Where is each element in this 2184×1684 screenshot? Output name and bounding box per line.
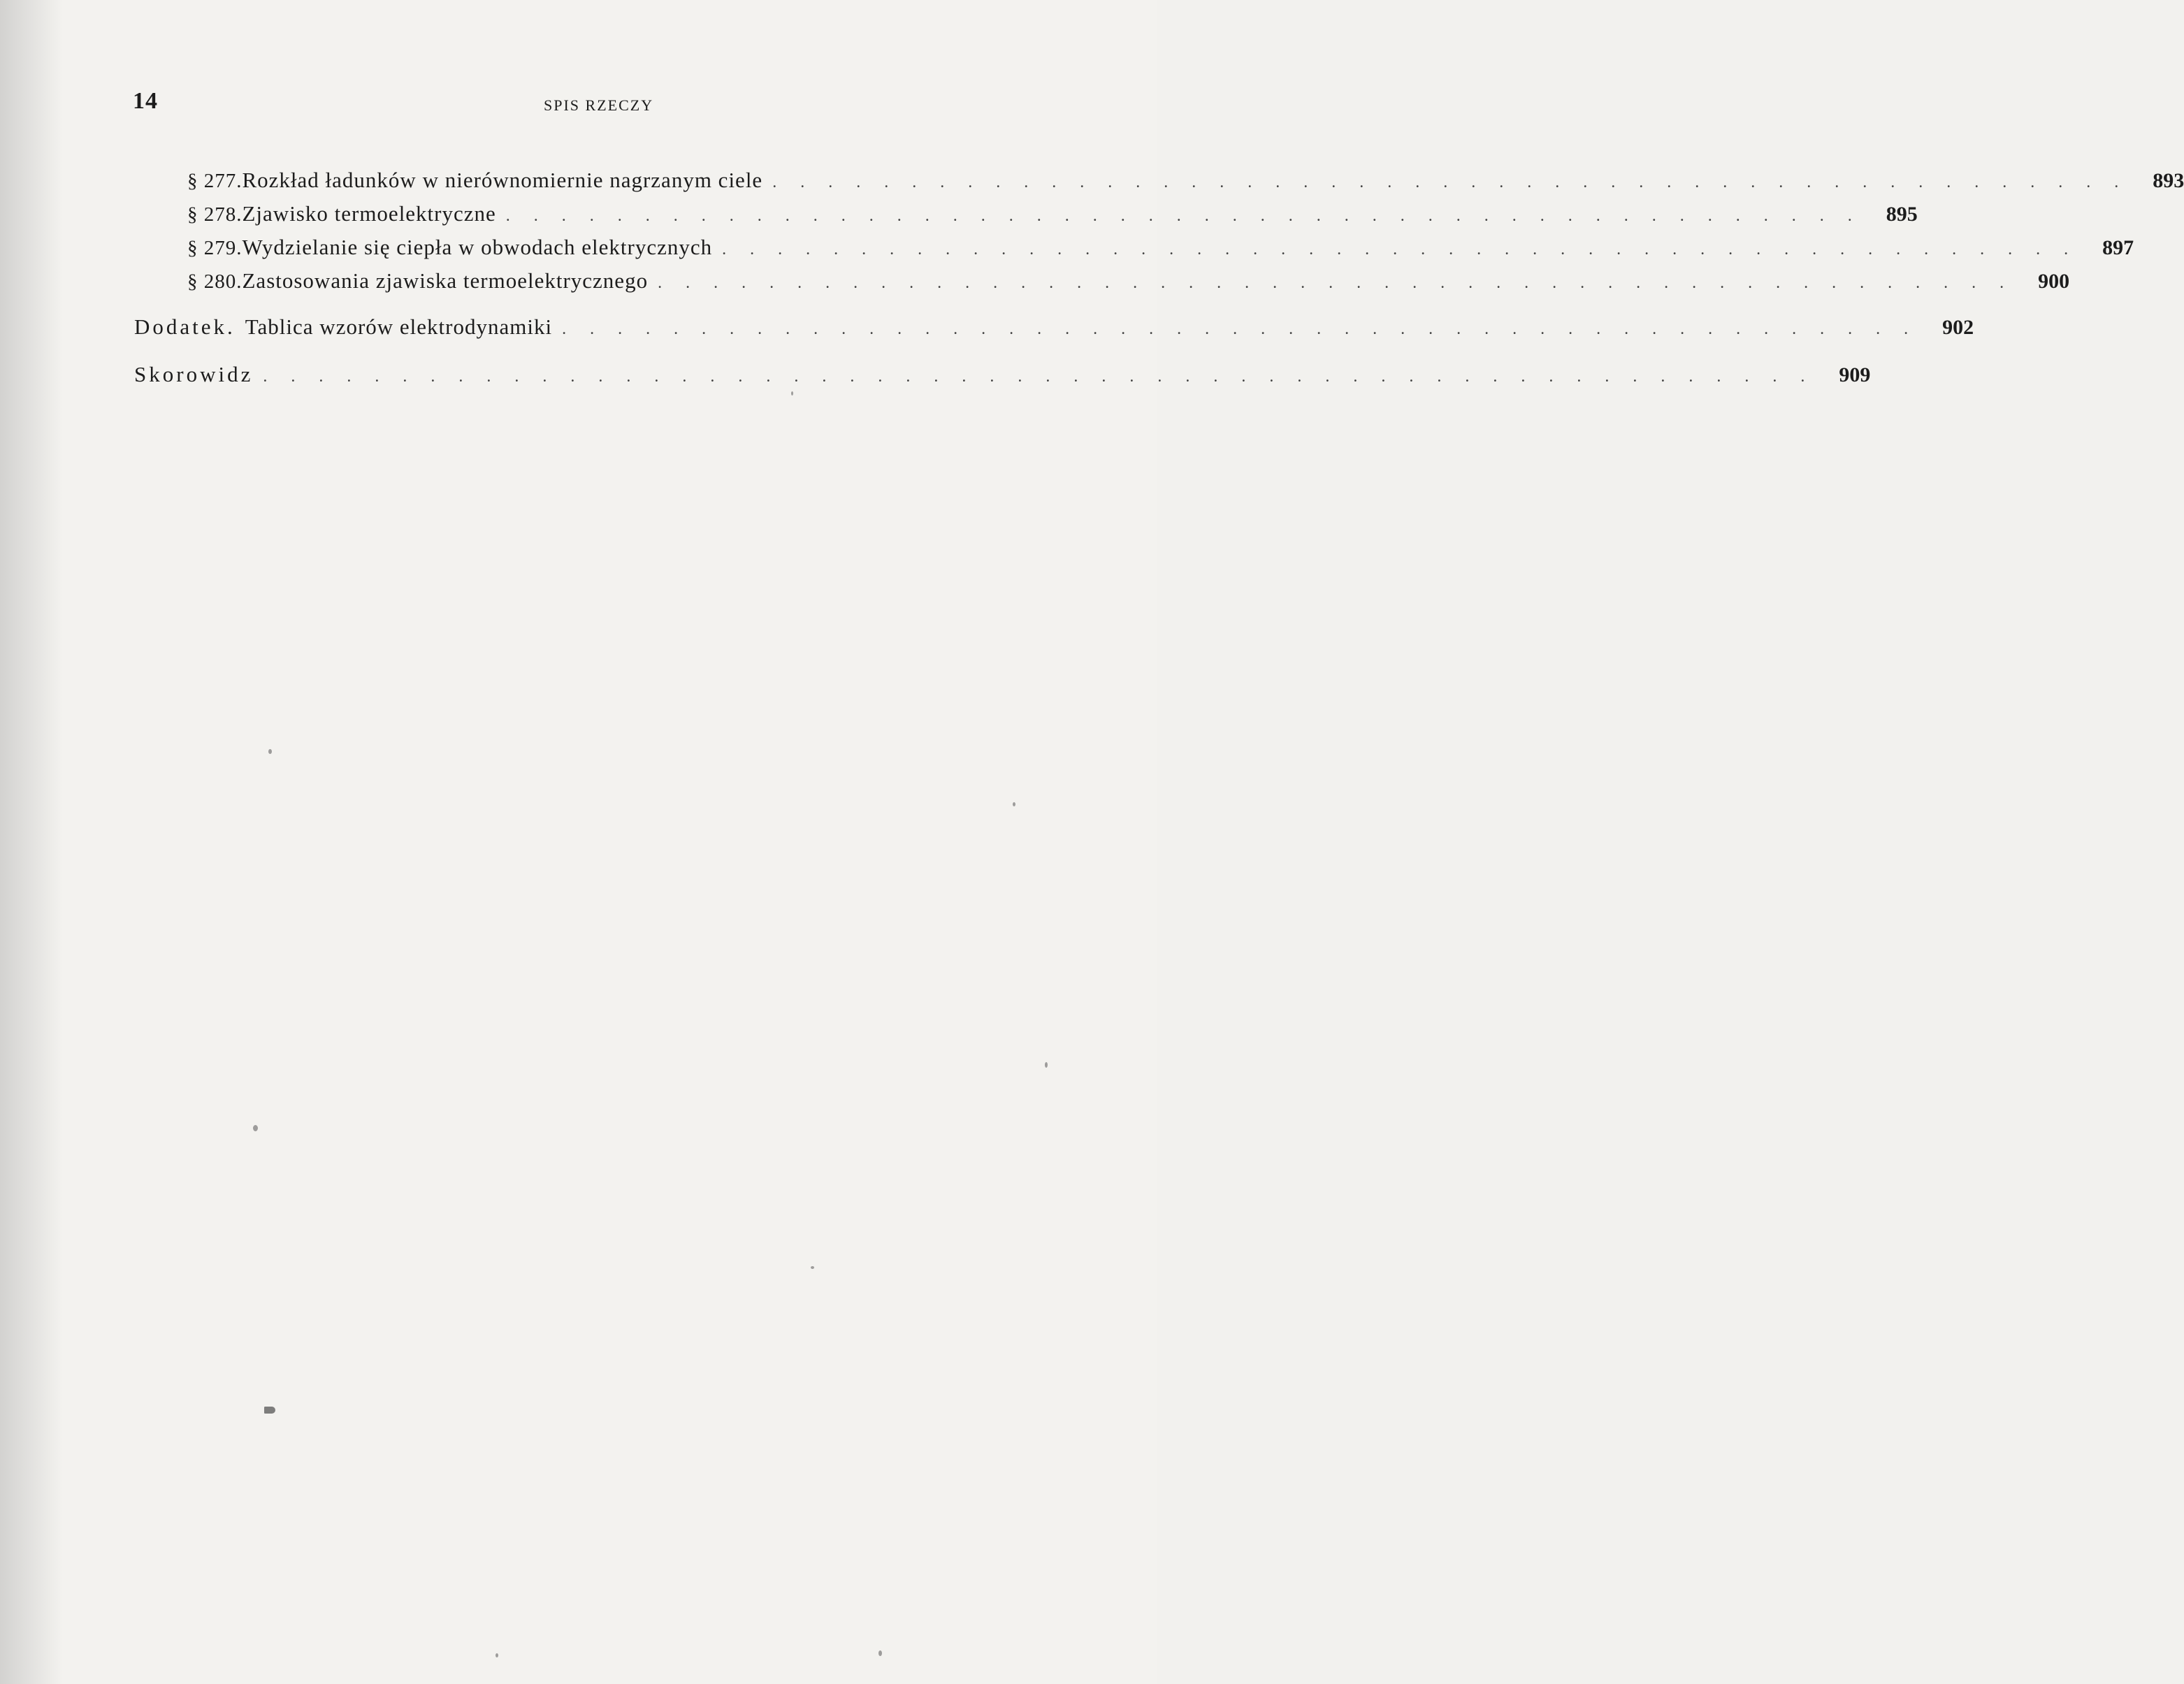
page-reference: 902 bbox=[1942, 316, 1974, 339]
toc-entry-277[interactable] bbox=[187, 168, 2184, 193]
page-number: 14 bbox=[133, 88, 158, 114]
paper-speck bbox=[811, 1266, 814, 1269]
paper-speck bbox=[253, 1125, 258, 1131]
section-title: Zastosowania zjawiska termoelektrycznego bbox=[242, 268, 649, 293]
paper-speck bbox=[268, 749, 272, 754]
toc-entry-280[interactable] bbox=[187, 268, 2070, 293]
page-reference: 900 bbox=[2038, 270, 2070, 293]
page-reference: 897 bbox=[2102, 236, 2134, 259]
dot-leader: . . . . . . . . . . . . . . . . . . . . . . . . . . . . . . . . . . . . . . . . . . . . . . . . . bbox=[772, 173, 2129, 191]
paper-speck bbox=[1013, 802, 1015, 806]
running-head: SPIS RZECZY bbox=[544, 96, 654, 114]
dot-leader: . . . . . . . . . . . . . . . . . . . . . . . . . . . . . . . . . . . . . . . . . . . . . . . . . . . . . . . . bbox=[263, 368, 1815, 386]
appendix-title: Tablica wzorów elektrodynamiki bbox=[245, 314, 553, 339]
paper-speck bbox=[878, 1650, 882, 1656]
dot-leader: . . . . . . . . . . . . . . . . . . . . . . . . . . . . . . . . . . . . . . . . . . . . . . . . . bbox=[722, 240, 2078, 259]
page-reference: 893 bbox=[2153, 169, 2184, 192]
toc-entry-278[interactable] bbox=[187, 201, 1918, 226]
toc-entry-279[interactable] bbox=[187, 235, 2134, 260]
section-number: § 278. bbox=[187, 203, 243, 226]
dot-leader: . . . . . . . . . . . . . . . . . . . . . . . . . . . . . . . . . . . . . . . . . . . . . . . . . bbox=[505, 207, 1862, 225]
paper-speck bbox=[264, 1407, 275, 1414]
section-title: Zjawisko termoelektryczne bbox=[242, 201, 496, 226]
appendix-label: Dodatek. bbox=[134, 314, 236, 339]
section-title: Rozkład ładunków w nierównomiernie nagrzanym ciele bbox=[242, 168, 763, 192]
page-reference: 895 bbox=[1886, 203, 1918, 226]
dot-leader: . . . . . . . . . . . . . . . . . . . . . . . . . . . . . . . . . . . . . . . . . . . . . . . . . bbox=[658, 274, 2014, 292]
toc-entry-index[interactable] bbox=[134, 362, 1871, 387]
page-reference: 909 bbox=[1839, 363, 1871, 386]
section-title: Wydzielanie się ciepła w obwodach elektrycznych bbox=[242, 235, 713, 259]
section-number: § 279. bbox=[187, 237, 243, 259]
dot-leader: . . . . . . . . . . . . . . . . . . . . . . . . . . . . . . . . . . . . . . . . . . . . . . . . . bbox=[562, 320, 1918, 338]
paper-speck bbox=[791, 391, 793, 395]
toc-entry-appendix[interactable] bbox=[134, 314, 1974, 340]
section-number: § 280. bbox=[187, 270, 243, 293]
section-number: § 277. bbox=[187, 170, 243, 192]
paper-speck bbox=[1045, 1062, 1048, 1068]
paper-speck bbox=[496, 1653, 498, 1657]
index-title: Skorowidz bbox=[134, 362, 254, 386]
